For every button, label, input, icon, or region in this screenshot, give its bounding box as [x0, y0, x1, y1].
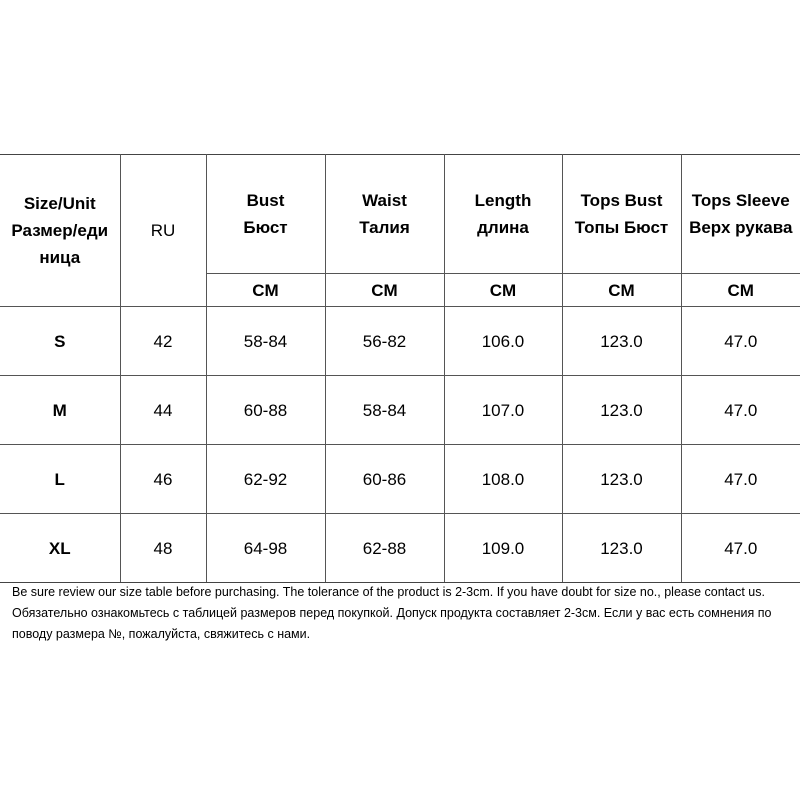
tops-sleeve-cell: 47.0 [681, 376, 800, 445]
ru-cell: 44 [120, 376, 206, 445]
length-cell: 109.0 [444, 514, 562, 583]
table-header-row [0, 155, 800, 274]
note-english: Be sure review our size table before purchasing. The tolerance of the product is 2-3cm. If you have doubt for size no., please contact us. [12, 585, 765, 599]
size-cell: XL [0, 514, 120, 583]
table-row [0, 307, 800, 376]
ru-cell: 48 [120, 514, 206, 583]
header-size-unit: Size/Unit Размер/еди ница [0, 155, 120, 307]
waist-cell: 58-84 [325, 376, 444, 445]
header-ru: RU [120, 155, 206, 307]
table-row [0, 514, 800, 583]
length-cell: 107.0 [444, 376, 562, 445]
bust-cell: 58-84 [206, 307, 325, 376]
length-cell: 108.0 [444, 445, 562, 514]
header-tops-bust: Tops Bust Топы Бюст [562, 155, 681, 274]
header-bust: Bust Бюст [206, 155, 325, 274]
waist-cell: 62-88 [325, 514, 444, 583]
header-length: Length длина [444, 155, 562, 274]
tops-bust-cell: 123.0 [562, 514, 681, 583]
unit-length: CM [444, 274, 562, 307]
unit-waist: CM [325, 274, 444, 307]
ru-cell: 46 [120, 445, 206, 514]
tops-bust-cell: 123.0 [562, 307, 681, 376]
tops-sleeve-cell: 47.0 [681, 445, 800, 514]
waist-cell: 60-86 [325, 445, 444, 514]
size-cell: S [0, 307, 120, 376]
table-row [0, 376, 800, 445]
length-cell: 106.0 [444, 307, 562, 376]
tops-sleeve-cell: 47.0 [681, 514, 800, 583]
ru-cell: 42 [120, 307, 206, 376]
note-russian: Обязательно ознакомьтесь с таблицей размеров перед покупкой. Допуск продукта составляет 2-3см. Если у вас есть сомнения по поводу размера №, пожалуйста, свяжитесь с нами. [12, 606, 772, 641]
size-cell: M [0, 376, 120, 445]
tops-sleeve-cell: 47.0 [681, 307, 800, 376]
tops-bust-cell: 123.0 [562, 376, 681, 445]
bust-cell: 62-92 [206, 445, 325, 514]
header-waist: Waist Талия [325, 155, 444, 274]
unit-tops-sleeve: CM [681, 274, 800, 307]
bust-cell: 64-98 [206, 514, 325, 583]
size-notes [12, 582, 792, 645]
size-chart-table [0, 154, 800, 583]
bust-cell: 60-88 [206, 376, 325, 445]
waist-cell: 56-82 [325, 307, 444, 376]
unit-tops-bust: CM [562, 274, 681, 307]
unit-bust: CM [206, 274, 325, 307]
tops-bust-cell: 123.0 [562, 445, 681, 514]
size-cell: L [0, 445, 120, 514]
table-row [0, 445, 800, 514]
header-tops-sleeve: Tops Sleeve Верх рукава [681, 155, 800, 274]
